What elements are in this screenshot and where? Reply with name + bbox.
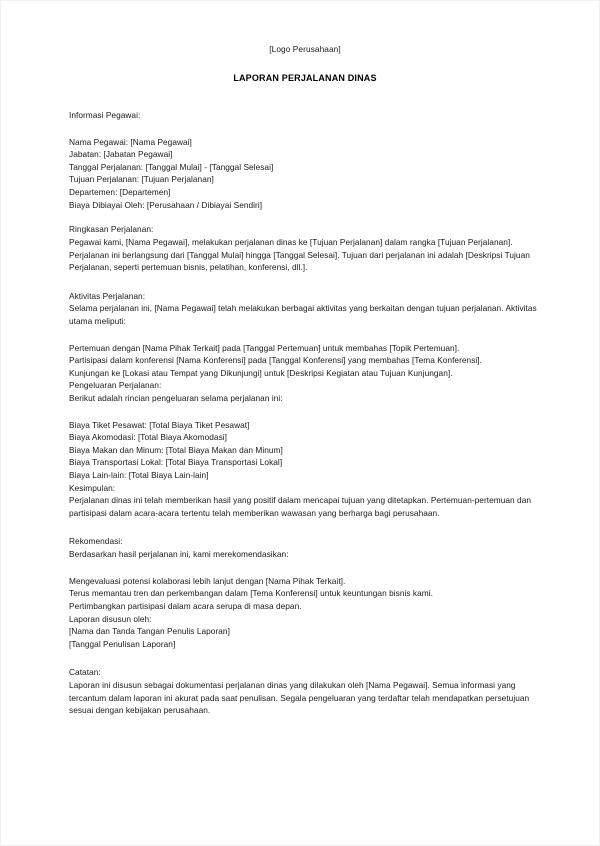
summary-section xyxy=(69,223,541,273)
notes-heading: Catatan: xyxy=(69,667,101,678)
activities-section xyxy=(69,290,541,380)
recommendations-list xyxy=(69,575,541,613)
recommendations-heading: Rekomendasi: xyxy=(69,536,123,547)
signature-name-line: [Nama dan Tanda Tangan Penulis Laporan] xyxy=(69,626,230,637)
list-item: Biaya Lain-lain: [Total Biaya Lain-lain] xyxy=(69,470,209,481)
signature-heading: Laporan disusun oleh: xyxy=(69,613,152,624)
recommendations-section xyxy=(69,535,541,612)
expenses-list xyxy=(69,419,541,482)
conclusion-heading: Kesimpulan: xyxy=(69,482,116,493)
activities-list xyxy=(69,342,541,380)
list-item: Pertimbangkan partisipasi dalam acara serupa di masa depan. xyxy=(69,600,302,611)
activities-heading: Aktivitas Perjalanan: xyxy=(69,290,146,301)
spacer xyxy=(69,650,541,666)
list-item: Biaya Transportasi Lokal: [Total Biaya Transportasi Lokal] xyxy=(69,457,283,468)
list-item: Biaya Tiket Pesawat: [Total Biaya Tiket Pesawat] xyxy=(69,419,250,430)
spacer xyxy=(69,519,541,535)
company-logo-placeholder: [Logo Perusahaan] xyxy=(269,44,341,54)
list-item: Departemen: [Departemen] xyxy=(69,187,171,198)
recommendations-intro: Berdasarkan hasil perjalanan ini, kami merekomendasikan: xyxy=(69,549,289,560)
document-header xyxy=(69,43,541,83)
expenses-heading: Pengeluaran Perjalanan: xyxy=(69,380,162,391)
notes-section xyxy=(69,666,541,716)
activities-intro: Selama perjalanan ini, [Nama Pegawai] telah melakukan berbagai aktivitas yang berkaitan dengan tujuan perjalanan. Aktivitas utama meliputi: xyxy=(69,303,537,326)
expenses-section xyxy=(69,379,541,481)
page-title: LAPORAN PERJALANAN DINAS xyxy=(233,73,377,84)
employee-info-section xyxy=(69,109,541,211)
list-item: Jabatan: [Jabatan Pegawai] xyxy=(69,149,173,160)
spacer xyxy=(69,561,541,575)
expenses-intro: Berikut adalah rincian pengeluaran selama perjalanan ini: xyxy=(69,392,283,403)
list-item: Biaya Makan dan Minum: [Total Biaya Makan dan Minum] xyxy=(69,444,283,455)
list-item: Terus memantau tren dan perkembangan dalam [Tema Konferensi] untuk keuntungan bisnis kami. xyxy=(69,588,433,599)
spacer xyxy=(69,405,541,419)
spacer xyxy=(69,328,541,342)
employee-info-list xyxy=(69,136,541,212)
list-item: Tanggal Perjalanan: [Tanggal Mulai] - [Tanggal Selesai] xyxy=(69,161,274,172)
signature-date-line: [Tanggal Penulisan Laporan] xyxy=(69,638,176,649)
summary-paragraph: Pegawai kami, [Nama Pegawai], melakukan perjalanan dinas ke [Tujuan Perjalanan] dalam rangka [Tujuan Perjalanan]. Perjalanan ini berlangsung dari [Tanggal Mulai] hingga [Tanggal Selesai]. Tujuan dari perjalanan ini adalah [Deskripsi Tujuan Perjalanan, seperti pertemuan bisnis, pelatihan, konferensi, dll.]. xyxy=(69,236,530,273)
notes-paragraph: Laporan ini disusun sebagai dokumentasi perjalanan dinas yang dilakukan oleh [Nama Pegawai]. Semua informasi yang tercantum dalam laporan ini akurat pada saat penulisan. Segala pengeluaran yang terdaftar telah mendapatkan persetujuan sesuai dengan kebijakan perusahaan. xyxy=(69,679,530,716)
list-item: Tujuan Perjalanan: [Tujuan Perjalanan] xyxy=(69,174,214,185)
list-item: Nama Pegawai: [Nama Pegawai] xyxy=(69,136,192,147)
list-item: Partisipasi dalam konferensi [Nama Konferensi] pada [Tanggal Konferensi] yang membahas [Tema Konferensi]. xyxy=(69,355,482,366)
conclusion-section xyxy=(69,482,541,520)
summary-heading: Ringkasan Perjalanan: xyxy=(69,224,154,235)
employee-info-heading: Informasi Pegawai: xyxy=(69,110,141,121)
conclusion-paragraph: Perjalanan dinas ini telah memberikan hasil yang positif dalam mencapai tujuan yang ditetapkan. Pertemuan-pertemuan dan partisipasi dalam acara-acara tertentu telah memberikan wawasan yang berharga bagi perusahaan. xyxy=(69,495,532,518)
spacer xyxy=(69,122,541,136)
list-item: Kunjungan ke [Lokasi atau Tempat yang Dikunjungi] untuk [Deskripsi Kegiatan atau Tujuan Kunjungan]. xyxy=(69,367,453,378)
list-item: Pertemuan dengan [Nama Pihak Terkait] pada [Tanggal Pertemuan] untuk membahas [Topik Pertemuan]. xyxy=(69,342,460,353)
list-item: Mengevaluasi potensi kolaborasi lebih lanjut dengan [Nama Pihak Terkait]. xyxy=(69,575,346,586)
signature-section xyxy=(69,613,541,651)
spacer xyxy=(69,274,541,290)
list-item: Biaya Dibiayai Oleh: [Perusahaan / Dibiayai Sendiri] xyxy=(69,199,263,210)
list-item: Biaya Akomodasi: [Total Biaya Akomodasi] xyxy=(69,432,227,443)
